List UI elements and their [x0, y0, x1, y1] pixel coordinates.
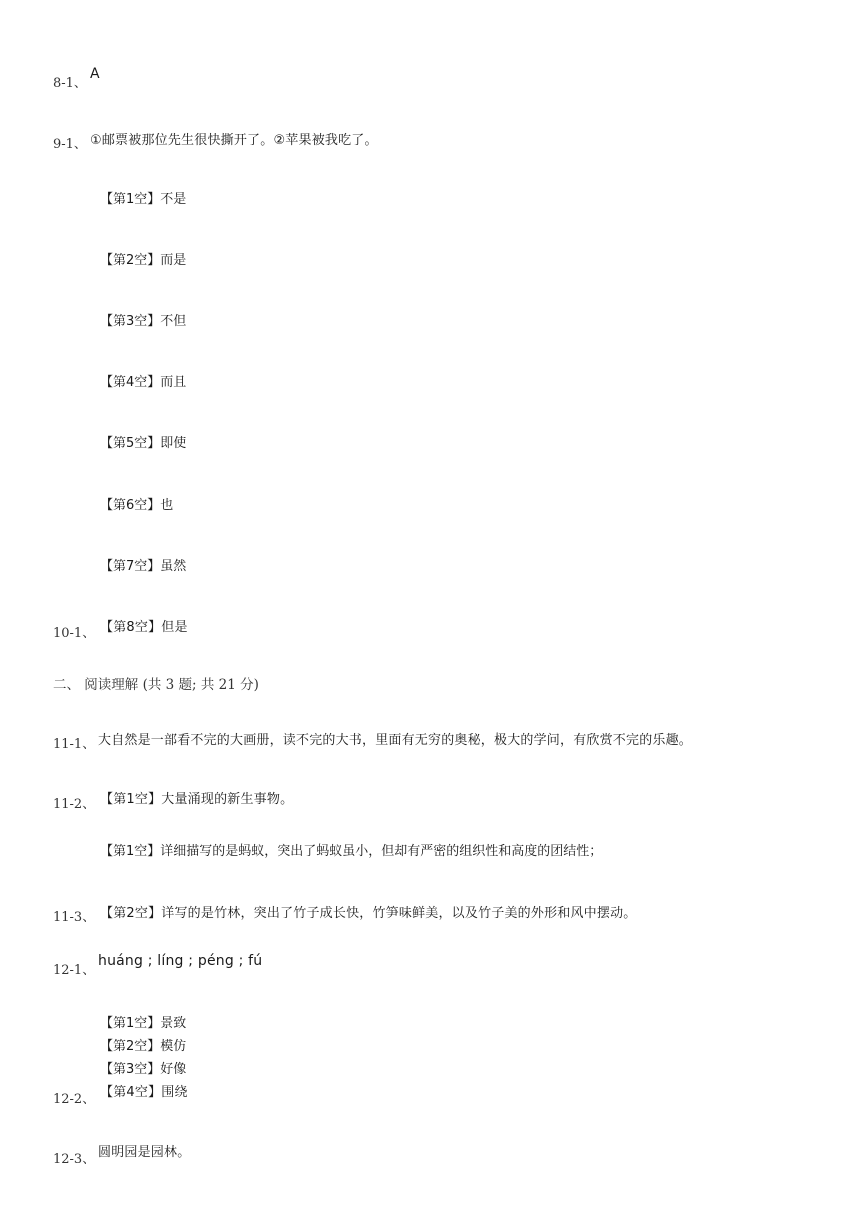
blank-answer-3: 【第3空】不但: [100, 314, 187, 329]
blank-answer-5: 【第5空】即使: [100, 436, 187, 451]
answer-text-8-1: A: [90, 66, 100, 82]
answer-number-12-2: 12-2、: [53, 1092, 96, 1107]
answer-number-11-1: 11-1、: [53, 737, 96, 752]
blank-answer-12-2-3: 【第3空】好像: [100, 1062, 187, 1077]
blank-answer-12-2-1: 【第1空】景致: [100, 1016, 187, 1031]
answer-number-12-3: 12-3、: [53, 1152, 96, 1167]
answer-text-10-1: 【第8空】但是: [100, 620, 188, 635]
answer-number-11-3: 11-3、: [53, 910, 96, 925]
blank-answer-1: 【第1空】不是: [100, 192, 187, 207]
answer-text-12-2: 【第4空】围绕: [100, 1085, 188, 1100]
answer-text-11-3: 【第2空】详写的是竹林，突出了竹子成长快，竹笋味鲜美，以及竹子美的外形和风中摆动。: [100, 906, 637, 921]
answer-number-10-1: 10-1、: [53, 626, 96, 641]
blank-answer-2: 【第2空】而是: [100, 253, 187, 268]
answer-number-8-1: 8-1、: [53, 76, 87, 91]
answer-number-11-2: 11-2、: [53, 797, 96, 812]
answer-text-12-1: huáng ; líng ; péng ; fú: [98, 953, 263, 969]
blank-answer-4: 【第4空】而且: [100, 375, 187, 390]
blank-answer-11-3-first: 【第1空】详细描写的是蚂蚁，突出了蚂蚁虽小，但却有严密的组织性和高度的团结性；: [100, 844, 603, 859]
answer-text-11-2: 【第1空】大量涌现的新生事物。: [100, 792, 294, 807]
answer-number-9-1: 9-1、: [53, 137, 87, 152]
section-title-reading: 二、 阅读理解 (共 3 题; 共 21 分): [53, 677, 259, 693]
answer-number-12-1: 12-1、: [53, 963, 96, 978]
answer-text-11-1: 大自然是一部看不完的大画册，读不完的大书，里面有无穷的奥秘，极大的学问，有欣赏不完的乐趣。: [98, 733, 693, 748]
answer-text-12-3: 圆明园是园林。: [98, 1145, 191, 1160]
blank-answer-12-2-2: 【第2空】模仿: [100, 1039, 187, 1054]
blank-answer-6: 【第6空】也: [100, 498, 174, 513]
answer-text-9-1: ①邮票被那位先生很快撕开了。②苹果被我吃了。: [90, 133, 378, 148]
blank-answer-7: 【第7空】虽然: [100, 559, 187, 574]
